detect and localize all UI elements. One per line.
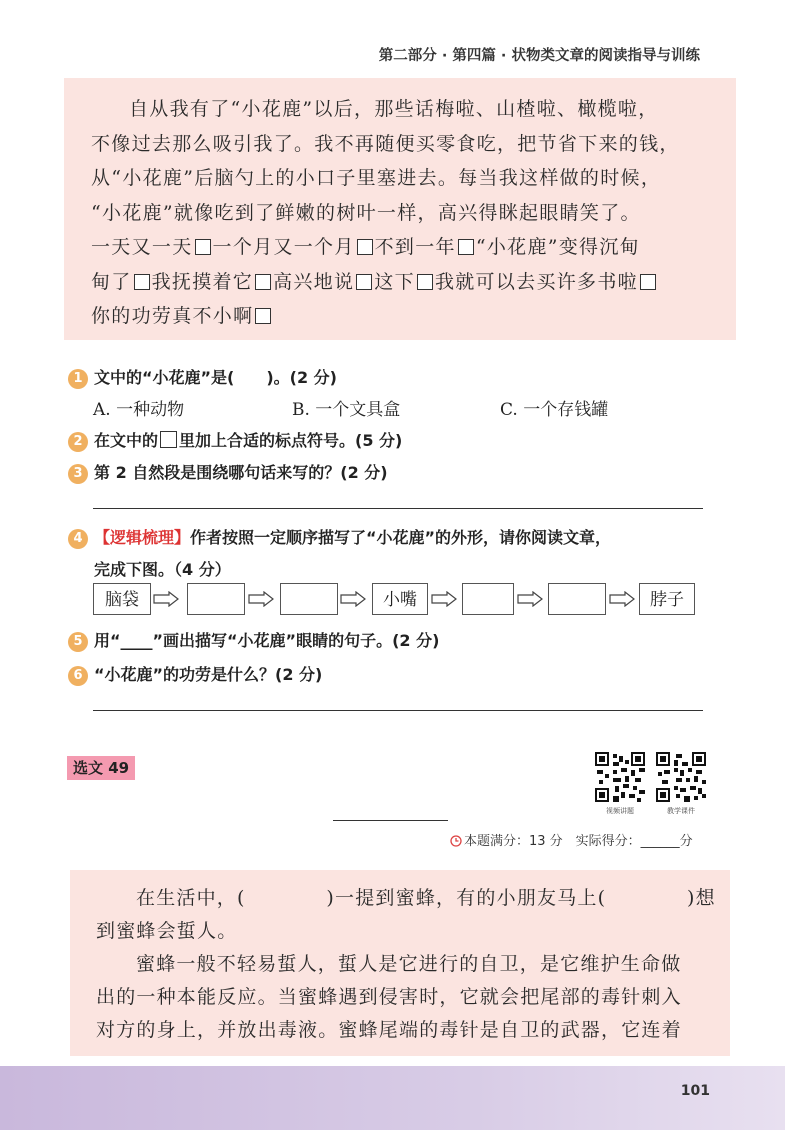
- arrow-right-icon: [248, 591, 274, 607]
- punctuation-box-icon: [160, 431, 177, 448]
- text-fragment: 一个月又一个月: [212, 236, 355, 258]
- clock-icon: [450, 835, 462, 847]
- text-fragment: “小花鹿”变得沉甸: [475, 236, 640, 258]
- passage-1-line: [91, 230, 711, 265]
- flow-box: 小嘴: [372, 583, 428, 615]
- answer-line[interactable]: [93, 710, 703, 711]
- option-b[interactable]: B. 一个文具盒: [292, 400, 401, 420]
- arrow-right-icon: [340, 591, 366, 607]
- punctuation-box[interactable]: [356, 274, 372, 290]
- flow-box: 脖子: [639, 583, 695, 615]
- punctuation-box[interactable]: [255, 308, 271, 324]
- question-number: 4: [68, 529, 88, 549]
- arrow-right-icon: [431, 591, 457, 607]
- question-number: 2: [68, 432, 88, 452]
- passage-2: [88, 882, 718, 1047]
- flow-box-blank[interactable]: [187, 583, 245, 615]
- passage-2-line: 到蜜蜂会蜇人。: [96, 920, 238, 942]
- logic-tag: 【逻辑梳理】: [94, 528, 191, 547]
- passage-2-box: [70, 870, 730, 1056]
- question-1: [68, 365, 337, 389]
- option-c[interactable]: C. 一个存钱罐: [500, 400, 609, 420]
- punctuation-box[interactable]: [458, 239, 474, 255]
- passage-2-line: 蜜蜂一般不轻易蜇人，蜇人是它进行的自卫，是它维护生命做: [136, 953, 682, 975]
- score-text: 本题满分：13 分 实际得分：______分: [464, 834, 693, 849]
- arrow-right-icon: [517, 591, 543, 607]
- qr-label: 视频讲题: [606, 807, 634, 815]
- question-number: 1: [68, 369, 88, 389]
- question-text: “小花鹿”的功劳是什么？(2 分): [94, 665, 323, 684]
- text-fragment: 一天又一天: [91, 236, 193, 258]
- question-text: 在文中的: [94, 431, 159, 450]
- punctuation-box[interactable]: [195, 239, 211, 255]
- text-fragment: 高兴地说: [273, 270, 355, 293]
- punctuation-box[interactable]: [417, 274, 433, 290]
- question-3: [68, 460, 388, 484]
- passage-2-line: 在生活中，( )一提到蜜蜂，有的小朋友马上( )想: [136, 887, 716, 909]
- page-header: 第二部分 · 第四篇 · 状物类文章的阅读指导与训练: [378, 48, 700, 64]
- question-2: [68, 428, 402, 452]
- passage-2-line: 对方的身上，并放出毒液。蜜蜂尾端的毒针是自卫的武器，它连着: [96, 1019, 682, 1041]
- passage-1-line: 不像过去那么吸引我了。我不再随便买零食吃，把节省下来的钱，: [91, 132, 680, 155]
- text-fragment: 我就可以去买许多书啦: [434, 270, 638, 293]
- score-info: [450, 830, 693, 849]
- question-text: 完成下图。（4 分）: [94, 560, 231, 579]
- question-number: 6: [68, 666, 88, 686]
- passage-1-line: [91, 299, 711, 334]
- text-fragment: 这下: [374, 270, 415, 293]
- question-text: 文中的“小花鹿”是( )。(2 分): [94, 368, 337, 387]
- question-text: 作者按照一定顺序描写了“小花鹿”的外形，请你阅读文章，: [190, 528, 612, 547]
- passage-1-line: [91, 265, 711, 300]
- text-fragment: 甸了: [91, 270, 132, 293]
- question-5: [68, 628, 439, 652]
- page-footer-band: [0, 1066, 785, 1130]
- text-fragment: 我抚摸着它: [151, 270, 254, 293]
- title-blank-line: [333, 820, 448, 821]
- question-6: [68, 662, 322, 686]
- question-number: 5: [68, 632, 88, 652]
- question-number: 3: [68, 464, 88, 484]
- flow-box-blank[interactable]: [548, 583, 606, 615]
- option-a[interactable]: A. 一种动物: [93, 400, 185, 420]
- passage-1-line: 从“小花鹿”后脑勺上的小口子里塞进去。每当我这样做的时候，: [91, 167, 662, 189]
- qr-code-icon[interactable]: [656, 752, 706, 802]
- question-text: 第 2 自然段是围绕哪句话来写的？(2 分): [94, 463, 388, 482]
- flow-box: 脑袋: [93, 583, 151, 615]
- passage-1-line: 自从我有了“小花鹿”以后，那些话梅啦、山楂啦、橄榄啦，: [129, 98, 659, 120]
- punctuation-box[interactable]: [357, 239, 373, 255]
- passage-2-line: 出的一种本能反应。当蜜蜂遇到侵害时，它就会把尾部的毒针刺入: [96, 986, 682, 1008]
- question-text: 用“____”画出描写“小花鹿”眼睛的句子。(2 分): [94, 631, 440, 650]
- arrow-right-icon: [153, 591, 179, 607]
- qr-label: 教学课件: [667, 807, 695, 815]
- qr-code-icon[interactable]: [595, 752, 645, 802]
- flow-box-blank[interactable]: [280, 583, 338, 615]
- punctuation-box[interactable]: [134, 274, 150, 290]
- passage-1: [91, 92, 711, 334]
- punctuation-box[interactable]: [640, 274, 656, 290]
- section-tag: 选文 49: [67, 756, 135, 780]
- question-4: [68, 522, 611, 586]
- flow-box-blank[interactable]: [462, 583, 514, 615]
- passage-1-box: [64, 78, 736, 340]
- answer-line[interactable]: [93, 508, 703, 509]
- text-fragment: 不到一年: [374, 236, 456, 258]
- arrow-right-icon: [609, 591, 635, 607]
- page-number: 101: [680, 1083, 710, 1099]
- text-fragment: 你的功劳真不小啊: [91, 305, 254, 327]
- question-text: 里加上合适的标点符号。(5 分): [179, 431, 403, 450]
- punctuation-box[interactable]: [255, 274, 271, 290]
- passage-1-line: “小花鹿”就像吃到了鲜嫩的树叶一样，高兴得眯起眼睛笑了。: [91, 201, 641, 224]
